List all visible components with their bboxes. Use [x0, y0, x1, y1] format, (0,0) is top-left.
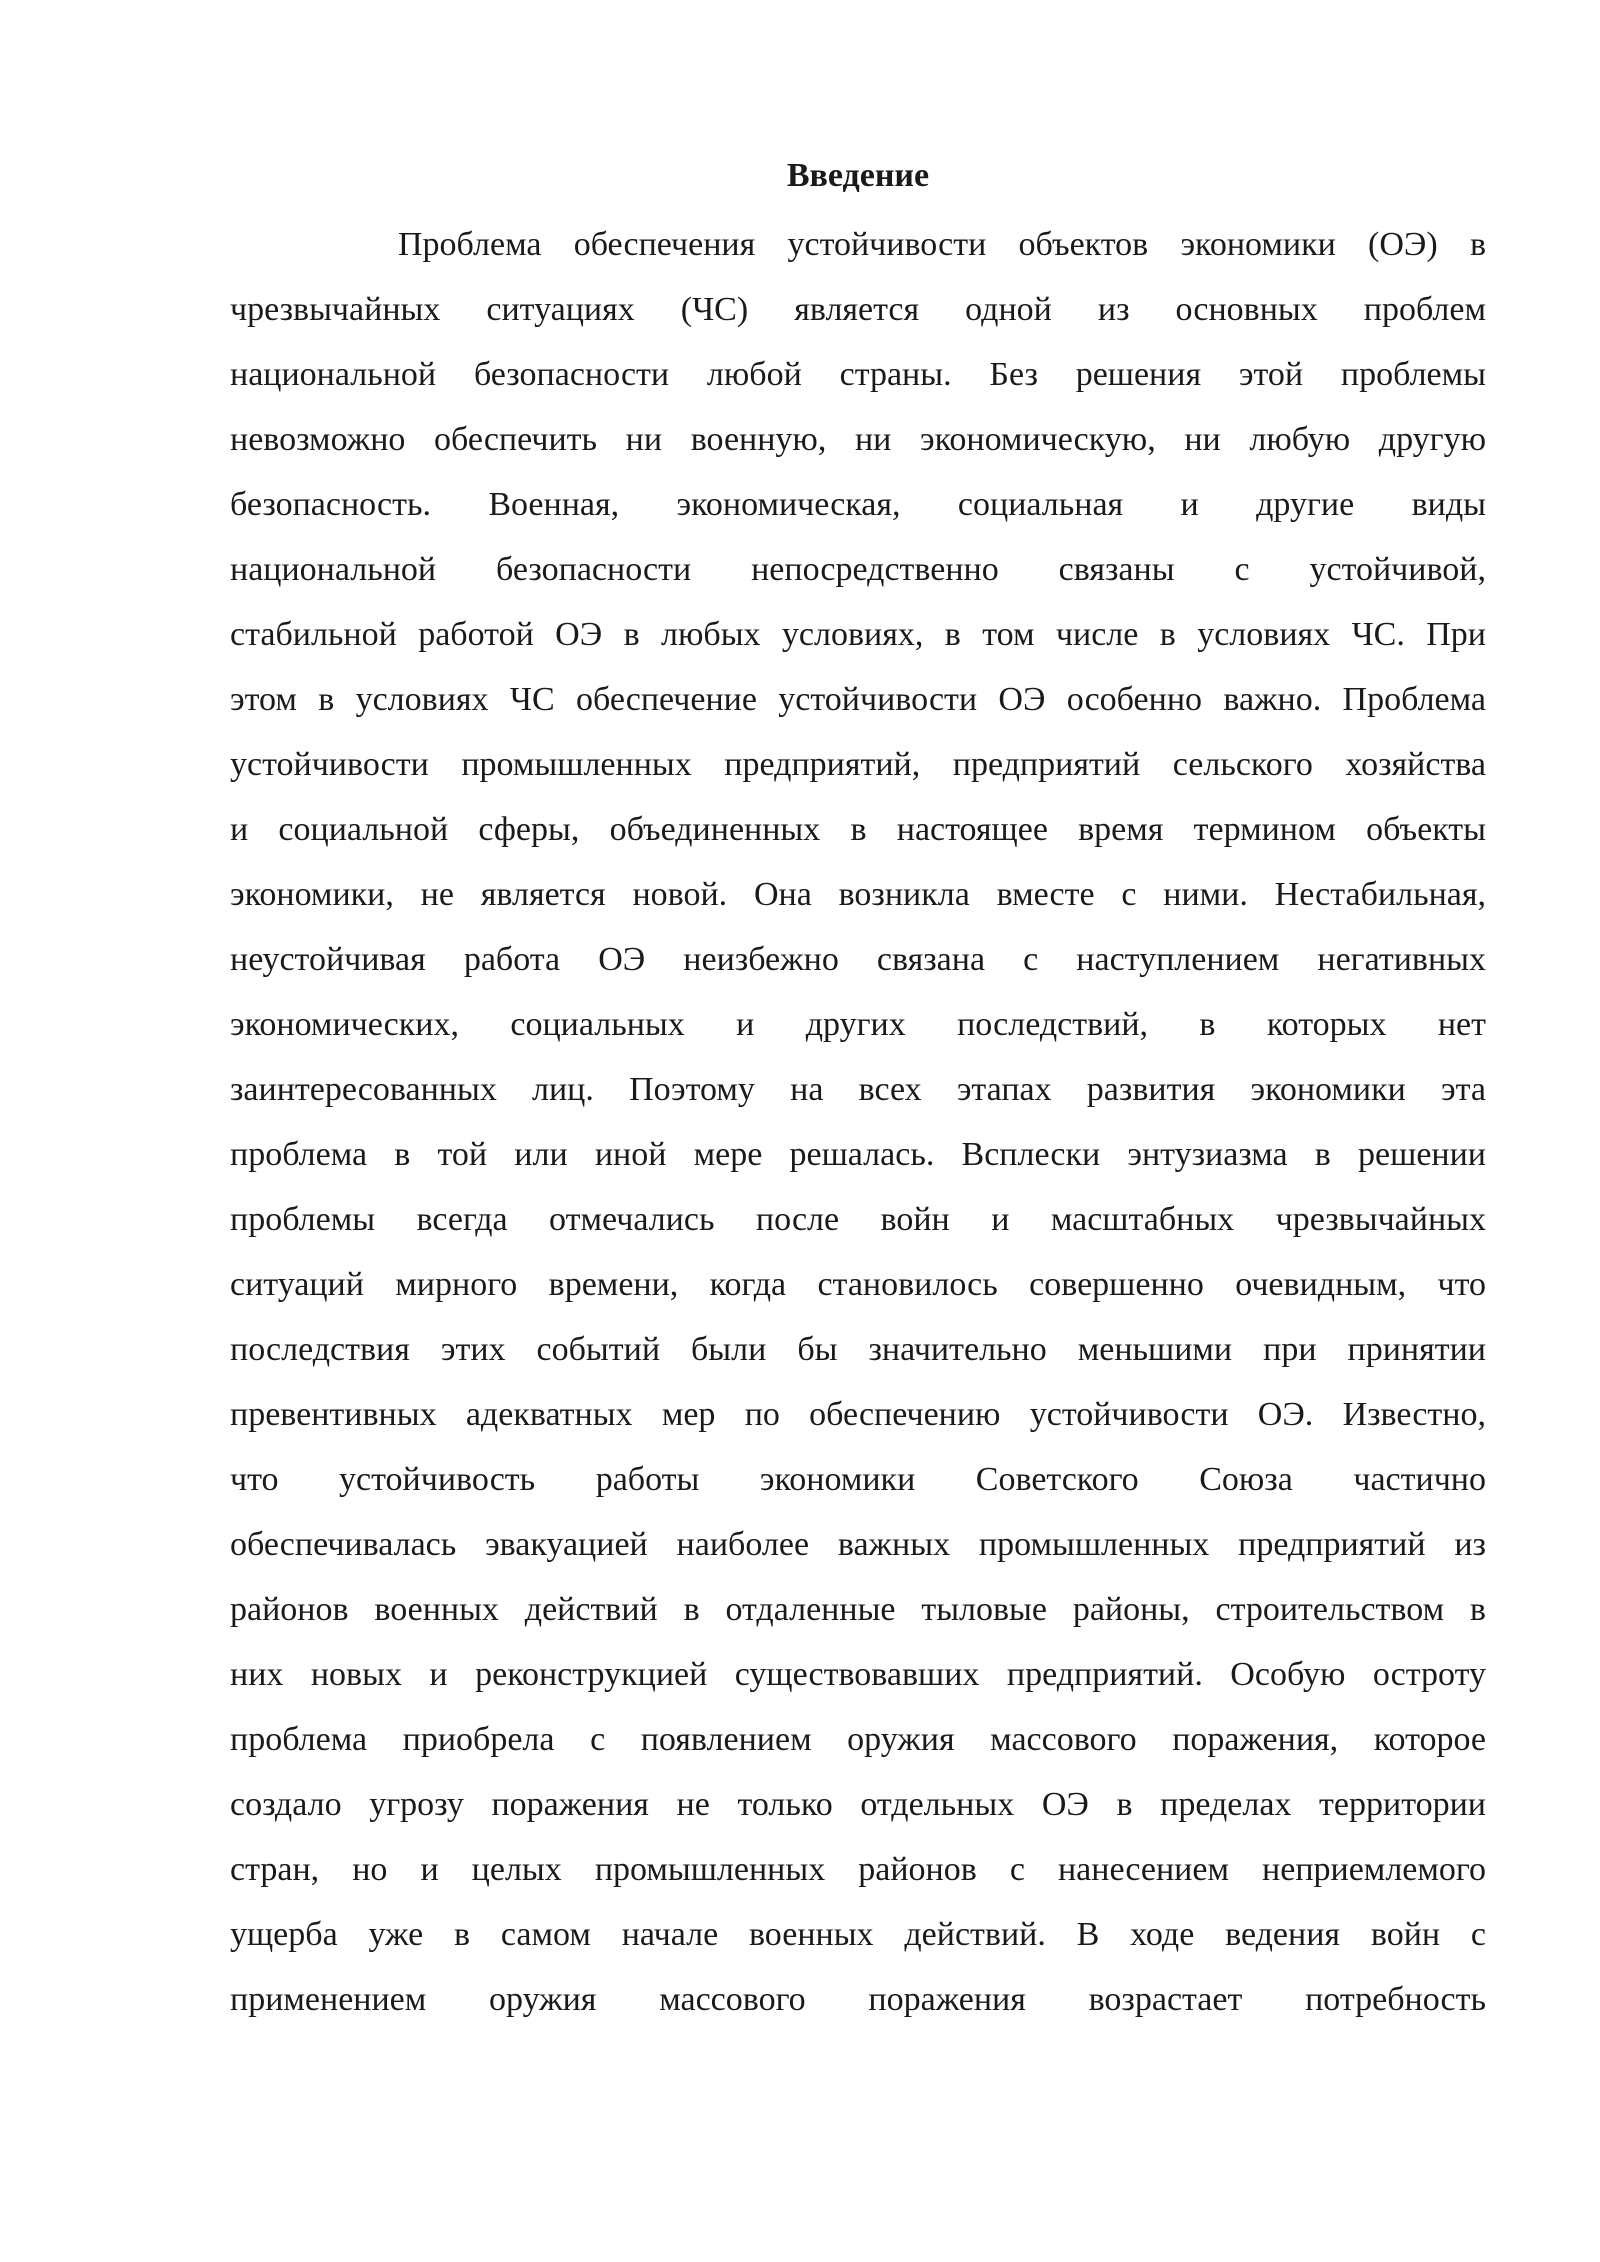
document-body — [230, 150, 1486, 2032]
paragraph-line: что устойчивость работы экономики Советского Союза частично — [230, 1461, 1486, 1498]
paragraph-line: проблема в той или иной мере решалась. Всплески энтузиазма в решении — [230, 1136, 1486, 1173]
paragraph-line: национальной безопасности непосредственно связаны с устойчивой, — [230, 551, 1486, 588]
paragraph-line: последствия этих событий были бы значительно меньшими при принятии — [230, 1331, 1486, 1368]
paragraph-line: районов военных действий в отдаленные тыловые районы, строительством в — [230, 1591, 1486, 1628]
paragraph-line: экономики, не является новой. Она возникла вместе с ними. Нестабильная, — [230, 876, 1486, 913]
paragraph-line: стабильной работой ОЭ в любых условиях, в том числе в условиях ЧС. При — [230, 616, 1486, 653]
section-heading: Введение — [786, 157, 930, 194]
paragraph-line: создало угрозу поражения не только отдельных ОЭ в пределах территории — [230, 1786, 1486, 1823]
paragraph — [230, 212, 1486, 2032]
paragraph-line: ущерба уже в самом начале военных действий. В ходе ведения войн с — [230, 1916, 1486, 1953]
paragraph-line: применением оружия массового поражения возрастает потребность — [230, 1981, 1486, 2018]
paragraph-line: ситуаций мирного времени, когда становилось совершенно очевидным, что — [230, 1266, 1486, 1303]
paragraph-line: превентивных адекватных мер по обеспечению устойчивости ОЭ. Известно, — [230, 1396, 1486, 1433]
paragraph-line: них новых и реконструкцией существовавших предприятий. Особую остроту — [230, 1656, 1486, 1693]
paragraph-line: и социальной сферы, объединенных в настоящее время термином объекты — [230, 811, 1486, 848]
paragraph-line: неустойчивая работа ОЭ неизбежно связана с наступлением негативных — [230, 941, 1486, 978]
paragraph-line: национальной безопасности любой страны. Без решения этой проблемы — [230, 356, 1486, 393]
paragraph-line: безопасность. Военная, экономическая, социальная и другие виды — [230, 486, 1486, 523]
paragraph-line: невозможно обеспечить ни военную, ни экономическую, ни любую другую — [230, 421, 1486, 458]
paragraph-line: этом в условиях ЧС обеспечение устойчивости ОЭ особенно важно. Проблема — [230, 681, 1486, 718]
paragraph-line: заинтересованных лиц. Поэтому на всех этапах развития экономики эта — [230, 1071, 1486, 1108]
paragraph-line: Проблема обеспечения устойчивости объектов экономики (ОЭ) в — [398, 226, 1486, 263]
paragraph-line: экономических, социальных и других последствий, в которых нет — [230, 1006, 1486, 1043]
paragraph-line: устойчивости промышленных предприятий, предприятий сельского хозяйства — [230, 746, 1486, 783]
paragraph-line: обеспечивалась эвакуацией наиболее важных промышленных предприятий из — [230, 1526, 1486, 1563]
paragraph-line: стран, но и целых промышленных районов с нанесением неприемлемого — [230, 1851, 1486, 1888]
paragraph-line: проблемы всегда отмечались после войн и масштабных чрезвычайных — [230, 1201, 1486, 1238]
paragraph-line: проблема приобрела с появлением оружия массового поражения, которое — [230, 1721, 1486, 1758]
paragraph-line: чрезвычайных ситуациях (ЧС) является одной из основных проблем — [230, 291, 1486, 328]
